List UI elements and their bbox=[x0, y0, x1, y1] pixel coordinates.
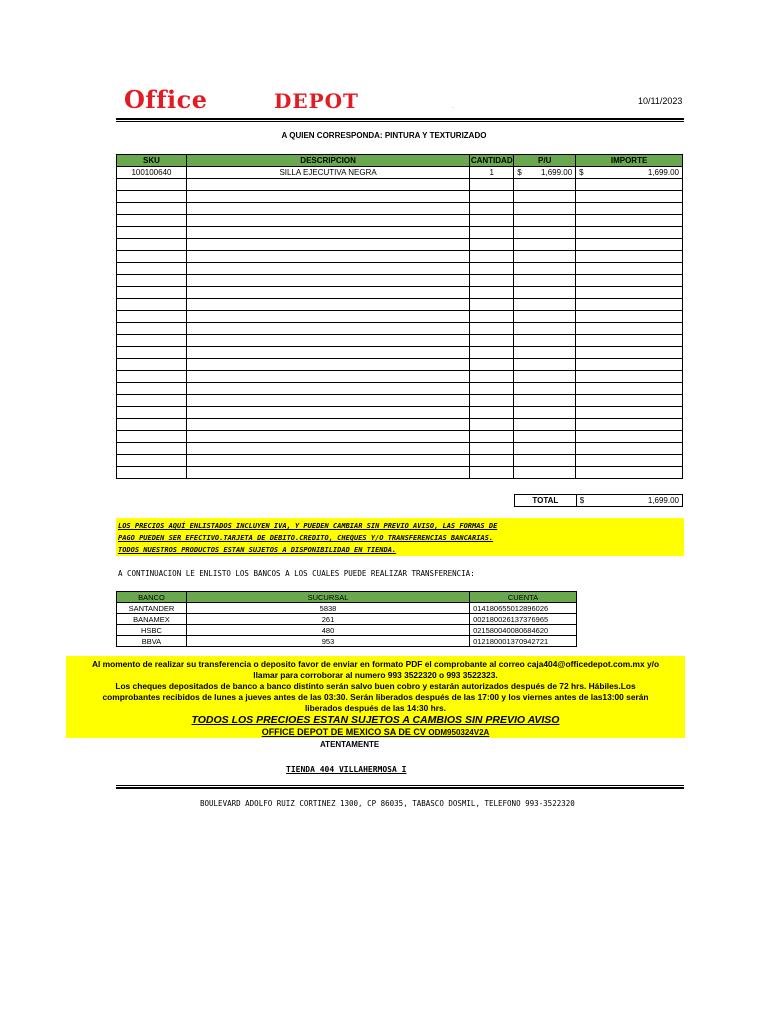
empty-cell bbox=[514, 335, 576, 347]
empty-cell bbox=[470, 407, 514, 419]
table-row bbox=[117, 227, 683, 239]
total-row bbox=[515, 495, 683, 507]
col-header-cuenta: CUENTA bbox=[470, 592, 577, 603]
empty-cell bbox=[576, 263, 683, 275]
empty-cell bbox=[186, 311, 469, 323]
empty-cell bbox=[117, 419, 187, 431]
banks-intro-text: A CONTINUACION LE ENLISTO LOS BANCOS A LOS CUALES PUEDE REALIZAR TRANSFERENCIA: bbox=[118, 569, 475, 578]
empty-cell bbox=[514, 395, 576, 407]
empty-cell bbox=[186, 263, 469, 275]
store-address: BOULEVARD ADOLFO RUIZ CORTINEZ 1300, CP 86035, TABASCO DOSMIL, TELEFONO 993-3522320 bbox=[200, 799, 575, 808]
store-name: TIENDA 404 VILLAHERMOSA I bbox=[286, 765, 407, 774]
table-row bbox=[117, 467, 683, 479]
col-header-sucursal: SUCURSAL bbox=[186, 592, 469, 603]
table-row bbox=[117, 251, 683, 263]
empty-cell bbox=[186, 395, 469, 407]
empty-cell bbox=[576, 215, 683, 227]
footer-divider bbox=[116, 785, 684, 786]
empty-cell bbox=[186, 335, 469, 347]
sucursal-cell: 5838 bbox=[186, 603, 469, 614]
instructions-line-1: Al momento de realizar su transferencia o deposito favor de enviar en formato PDF el comprobante al correo caja404@officedepot.com.mx y/o bbox=[91, 659, 660, 669]
col-header-descripcion: DESCRIPCION bbox=[186, 155, 469, 167]
empty-cell bbox=[514, 467, 576, 479]
table-row bbox=[117, 239, 683, 251]
cuenta-cell: 012180001370942721 bbox=[470, 636, 577, 647]
empty-cell bbox=[117, 263, 187, 275]
col-header-cantidad: CANTIDAD bbox=[470, 156, 513, 165]
table-row bbox=[117, 443, 683, 455]
empty-cell bbox=[576, 335, 683, 347]
footer-divider-thick bbox=[116, 787, 684, 789]
empty-cell bbox=[576, 371, 683, 383]
importe-currency: $ bbox=[579, 168, 584, 177]
notice-line-2: PAGO PUEDEN SER EFECTIVO.TARJETA DE DEBITO.CREDITO, CHEQUES Y/O TRANSFERENCIAS BANCARIAS. bbox=[118, 534, 494, 542]
empty-cell bbox=[186, 215, 469, 227]
empty-cell bbox=[186, 407, 469, 419]
table-row bbox=[117, 167, 683, 179]
empty-cell bbox=[470, 383, 514, 395]
empty-cell bbox=[117, 191, 187, 203]
pu-cell bbox=[514, 167, 576, 179]
empty-cell bbox=[186, 371, 469, 383]
banks-header-row bbox=[117, 592, 577, 603]
empty-cell bbox=[470, 191, 514, 203]
empty-cell bbox=[186, 347, 469, 359]
company-name-line bbox=[66, 727, 685, 738]
empty-cell bbox=[576, 251, 683, 263]
table-row bbox=[117, 215, 683, 227]
total-table bbox=[514, 494, 683, 507]
instructions-line-3: Los cheques depositados de banco a banco distinto serán salvo buen cobro y estarán autorizados después de 72 hrs. Hábiles.Los bbox=[115, 681, 636, 691]
empty-cell bbox=[470, 443, 514, 455]
instructions-line-4: comprobantes recibidos de lunes a jueves antes de las 03:30. Serán liberados después de las 17:00 y los viernes antes de las13:00 serán bbox=[102, 692, 649, 702]
cuenta-cell: 021580040080684620 bbox=[470, 625, 577, 636]
items-table bbox=[116, 154, 683, 479]
empty-cell bbox=[514, 251, 576, 263]
empty-cell bbox=[470, 251, 514, 263]
header-divider-thin bbox=[116, 121, 684, 122]
empty-cell bbox=[186, 431, 469, 443]
empty-cell bbox=[117, 227, 187, 239]
sku-cell: 100100640 bbox=[117, 167, 187, 179]
empty-cell bbox=[576, 455, 683, 467]
empty-cell bbox=[576, 443, 683, 455]
table-row bbox=[117, 335, 683, 347]
header-divider bbox=[116, 118, 684, 120]
empty-cell bbox=[117, 287, 187, 299]
instructions-line-2: llamar para corroborar al numero 993 3522320 o 993 3522323. bbox=[253, 670, 498, 680]
empty-cell bbox=[576, 191, 683, 203]
table-row bbox=[117, 263, 683, 275]
empty-cell bbox=[514, 191, 576, 203]
table-row bbox=[117, 359, 683, 371]
empty-cell bbox=[117, 311, 187, 323]
empty-cell bbox=[514, 215, 576, 227]
empty-cell bbox=[470, 287, 514, 299]
table-row bbox=[117, 203, 683, 215]
empty-cell bbox=[470, 239, 514, 251]
empty-cell bbox=[186, 227, 469, 239]
empty-cell bbox=[514, 371, 576, 383]
empty-cell bbox=[117, 467, 187, 479]
table-row bbox=[117, 431, 683, 443]
col-header-importe: IMPORTE bbox=[576, 155, 683, 167]
empty-cell bbox=[470, 467, 514, 479]
empty-cell bbox=[470, 275, 514, 287]
empty-cell bbox=[186, 203, 469, 215]
empty-cell bbox=[117, 323, 187, 335]
empty-cell bbox=[470, 227, 514, 239]
empty-cell bbox=[514, 323, 576, 335]
empty-cell bbox=[576, 179, 683, 191]
empty-cell bbox=[470, 359, 514, 371]
empty-cell bbox=[576, 383, 683, 395]
empty-cell bbox=[470, 335, 514, 347]
empty-cell bbox=[514, 311, 576, 323]
table-row bbox=[117, 636, 577, 647]
price-change-warning: TODOS LOS PRECIOES ESTAN SUJETOS A CAMBIOS SIN PREVIO AVISO bbox=[191, 714, 560, 726]
empty-cell bbox=[470, 455, 514, 467]
svg-text:Office: Office bbox=[124, 88, 208, 112]
empty-cell bbox=[117, 179, 187, 191]
table-row bbox=[117, 347, 683, 359]
table-row bbox=[117, 299, 683, 311]
empty-cell bbox=[117, 443, 187, 455]
empty-cell bbox=[470, 215, 514, 227]
empty-cell bbox=[117, 347, 187, 359]
empty-cell bbox=[186, 443, 469, 455]
empty-cell bbox=[117, 299, 187, 311]
empty-cell bbox=[186, 239, 469, 251]
empty-cell bbox=[470, 311, 514, 323]
empty-cell bbox=[186, 359, 469, 371]
cuenta-cell: 014180655012896026 bbox=[470, 603, 577, 614]
importe-cell bbox=[576, 167, 683, 179]
empty-cell bbox=[470, 371, 514, 383]
empty-cell bbox=[117, 455, 187, 467]
table-row bbox=[117, 395, 683, 407]
empty-cell bbox=[576, 347, 683, 359]
sucursal-cell: 480 bbox=[186, 625, 469, 636]
empty-cell bbox=[514, 419, 576, 431]
empty-cell bbox=[576, 323, 683, 335]
banco-cell: HSBC bbox=[117, 625, 187, 636]
empty-cell bbox=[186, 419, 469, 431]
empty-cell bbox=[186, 299, 469, 311]
total-label: TOTAL bbox=[515, 495, 577, 507]
empty-cell bbox=[117, 215, 187, 227]
table-row bbox=[117, 323, 683, 335]
empty-cell bbox=[186, 251, 469, 263]
empty-cell bbox=[514, 407, 576, 419]
total-currency: $ bbox=[579, 496, 585, 505]
pu-currency: $ bbox=[517, 168, 522, 177]
empty-cell bbox=[576, 287, 683, 299]
office-depot-logo bbox=[124, 88, 460, 110]
empty-cell bbox=[186, 179, 469, 191]
empty-cell bbox=[514, 275, 576, 287]
table-row bbox=[117, 614, 577, 625]
sucursal-cell: 953 bbox=[186, 636, 469, 647]
empty-cell bbox=[514, 359, 576, 371]
table-row bbox=[117, 191, 683, 203]
pu-value: 1,699.00 bbox=[541, 168, 573, 177]
svg-text:DEPOT: DEPOT bbox=[274, 89, 359, 112]
total-value-cell bbox=[576, 495, 682, 507]
items-header-row bbox=[117, 155, 683, 167]
table-row bbox=[117, 287, 683, 299]
empty-cell bbox=[514, 299, 576, 311]
empty-cell bbox=[514, 203, 576, 215]
empty-cell bbox=[514, 287, 576, 299]
empty-cell bbox=[514, 443, 576, 455]
notice-line-1: LOS PRECIOS AQUÍ ENLISTADOS INCLUYEN IVA, Y PUEDEN CAMBIAR SIN PREVIO AVISO, LAS FORMAS DE bbox=[118, 522, 498, 530]
col-header-banco: BANCO bbox=[117, 592, 187, 603]
empty-cell bbox=[514, 227, 576, 239]
empty-cell bbox=[514, 431, 576, 443]
empty-cell bbox=[576, 239, 683, 251]
empty-cell bbox=[117, 371, 187, 383]
empty-cell bbox=[576, 359, 683, 371]
empty-cell bbox=[117, 383, 187, 395]
empty-cell bbox=[470, 299, 514, 311]
empty-cell bbox=[514, 383, 576, 395]
empty-cell bbox=[576, 407, 683, 419]
banks-table bbox=[116, 591, 577, 647]
table-row bbox=[117, 419, 683, 431]
banco-cell: BBVA bbox=[117, 636, 187, 647]
table-row bbox=[117, 275, 683, 287]
sucursal-cell: 261 bbox=[186, 614, 469, 625]
empty-cell bbox=[117, 203, 187, 215]
empty-cell bbox=[186, 323, 469, 335]
empty-cell bbox=[186, 191, 469, 203]
empty-cell bbox=[576, 311, 683, 323]
col-header-sku: SKU bbox=[117, 155, 187, 167]
empty-cell bbox=[576, 275, 683, 287]
empty-cell bbox=[576, 431, 683, 443]
empty-cell bbox=[576, 395, 683, 407]
empty-cell bbox=[117, 359, 187, 371]
descripcion-cell: SILLA EJECUTIVA NEGRA bbox=[186, 167, 469, 179]
empty-cell bbox=[470, 431, 514, 443]
table-row bbox=[117, 383, 683, 395]
empty-cell bbox=[117, 239, 187, 251]
empty-cell bbox=[117, 251, 187, 263]
document-title: A QUIEN CORRESPONDA: PINTURA Y TEXTURIZADO bbox=[281, 131, 487, 140]
price-notice bbox=[116, 518, 684, 556]
banco-cell: BANAMEX bbox=[117, 614, 187, 625]
empty-cell bbox=[470, 203, 514, 215]
empty-cell bbox=[576, 227, 683, 239]
empty-cell bbox=[514, 347, 576, 359]
table-row bbox=[117, 603, 577, 614]
empty-cell bbox=[576, 299, 683, 311]
empty-cell bbox=[514, 239, 576, 251]
company-rfc: ODM950324V2A bbox=[428, 728, 490, 737]
empty-cell bbox=[576, 419, 683, 431]
notice-line-3: TODOS NUESTROS PRODUCTOS ESTAN SUJETOS A DISPONIBILIDAD EN TIENDA. bbox=[118, 546, 397, 554]
empty-cell bbox=[514, 263, 576, 275]
empty-cell bbox=[117, 407, 187, 419]
table-row bbox=[117, 455, 683, 467]
document-date: 10/11/2023 bbox=[638, 96, 683, 106]
empty-cell bbox=[186, 287, 469, 299]
closing-atentamente: ATENTAMENTE bbox=[320, 740, 380, 749]
company-name: OFFICE DEPOT DE MEXICO SA DE CV bbox=[261, 727, 426, 737]
empty-cell bbox=[117, 275, 187, 287]
empty-cell bbox=[186, 467, 469, 479]
empty-cell bbox=[186, 383, 469, 395]
cuenta-cell: 002180026137376965 bbox=[470, 614, 577, 625]
empty-cell bbox=[470, 419, 514, 431]
empty-cell bbox=[470, 323, 514, 335]
instructions-line-5: liberados después de las 14:30 hrs. bbox=[304, 703, 447, 713]
table-row bbox=[117, 179, 683, 191]
table-row bbox=[117, 625, 577, 636]
empty-cell bbox=[117, 395, 187, 407]
banco-cell: SANTANDER bbox=[117, 603, 187, 614]
empty-cell bbox=[576, 467, 683, 479]
empty-cell bbox=[470, 179, 514, 191]
table-row bbox=[117, 311, 683, 323]
empty-cell bbox=[514, 179, 576, 191]
table-row bbox=[117, 407, 683, 419]
empty-cell bbox=[470, 395, 514, 407]
empty-cell bbox=[514, 455, 576, 467]
importe-value: 1,699.00 bbox=[647, 168, 679, 177]
empty-cell bbox=[117, 431, 187, 443]
empty-cell bbox=[186, 455, 469, 467]
empty-cell bbox=[470, 263, 514, 275]
col-header-pu: P/U bbox=[514, 155, 576, 167]
empty-cell bbox=[117, 335, 187, 347]
total-value: 1,699.00 bbox=[647, 496, 679, 505]
cantidad-cell: 1 bbox=[470, 167, 514, 179]
empty-cell bbox=[470, 347, 514, 359]
table-row bbox=[117, 371, 683, 383]
empty-cell bbox=[186, 275, 469, 287]
empty-cell bbox=[576, 203, 683, 215]
payment-instructions-box bbox=[66, 656, 685, 738]
svg-text:.: . bbox=[452, 104, 454, 110]
